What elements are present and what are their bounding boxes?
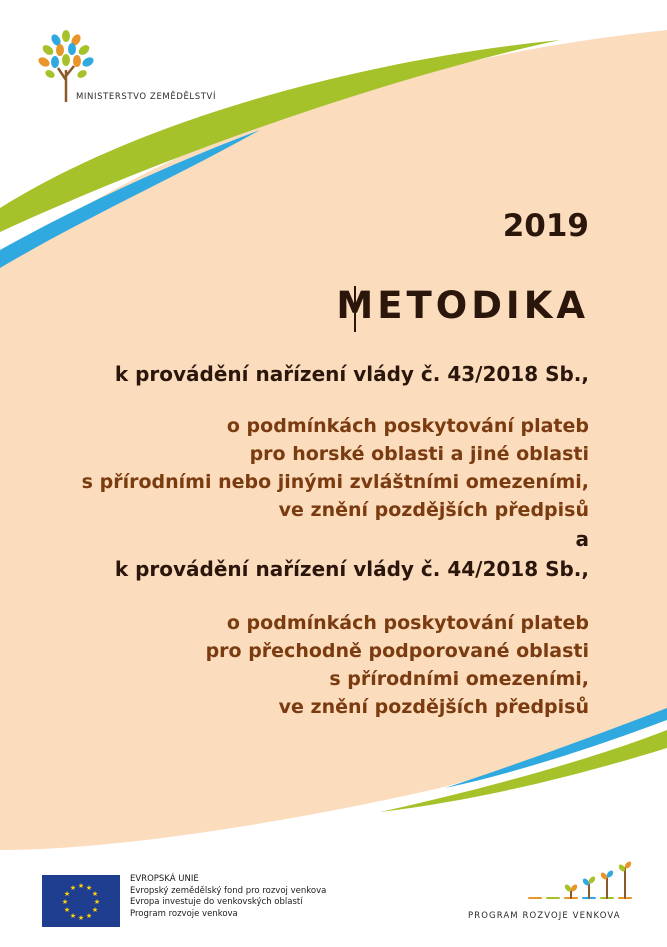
subtitle-line-9: pro přechodně podporované oblasti (205, 640, 589, 662)
subtitle-line-6: a (575, 527, 589, 551)
eu-footer-text (130, 874, 326, 920)
document-year: 2019 (502, 208, 589, 244)
subtitle-line-11: ve znění pozdějších předpisů (278, 696, 589, 718)
eu-line-1: EVROPSKÁ UNIE (130, 874, 199, 884)
subtitle-line-10: s přírodními omezeními, (329, 668, 589, 690)
svg-text:★: ★ (91, 906, 99, 914)
prv-logo-text: PROGRAM ROZVOJE VENKOVA (468, 911, 621, 921)
svg-text:★: ★ (61, 898, 69, 906)
svg-text:★: ★ (91, 890, 99, 898)
subtitle-line-2: o podmínkách poskytování plateb (226, 415, 589, 437)
peach-area (0, 30, 667, 850)
document-title: METODIKA (336, 284, 589, 327)
subtitle-line-4: s přírodními nebo jinými zvláštními omezeními, (81, 471, 589, 493)
svg-text:★: ★ (77, 882, 85, 890)
eu-line-4: Program rozvoje venkova (130, 908, 238, 919)
subtitle-line-1: k provádění nařízení vlády č. 43/2018 Sb., (114, 362, 589, 386)
svg-text:★: ★ (69, 884, 77, 892)
svg-text:★: ★ (85, 912, 93, 920)
svg-text:★: ★ (63, 906, 71, 914)
svg-text:★: ★ (93, 898, 101, 906)
subtitle-line-3: pro horské oblasti a jiné oblasti (249, 443, 589, 465)
svg-text:★: ★ (85, 884, 93, 892)
subtitle-line-5: ve znění pozdějších předpisů (278, 499, 589, 521)
svg-text:★: ★ (63, 890, 71, 898)
plants-logo-icon (525, 860, 645, 902)
eu-line-3: Evropa investuje do venkovských oblastí (130, 897, 303, 907)
svg-text:★: ★ (69, 912, 77, 920)
subtitle-line-8: o podmínkách poskytování plateb (226, 612, 589, 634)
svg-text:★: ★ (77, 914, 85, 922)
ministry-name: MINISTERSTVO ZEMĚDĚLSTVÍ (76, 92, 217, 102)
subtitle-line-7: k provádění nařízení vlády č. 44/2018 Sb., (114, 557, 589, 581)
eu-flag-icon (42, 875, 120, 927)
eu-line-2: Evropský zemědělský fond pro rozvoj venkova (130, 885, 327, 896)
